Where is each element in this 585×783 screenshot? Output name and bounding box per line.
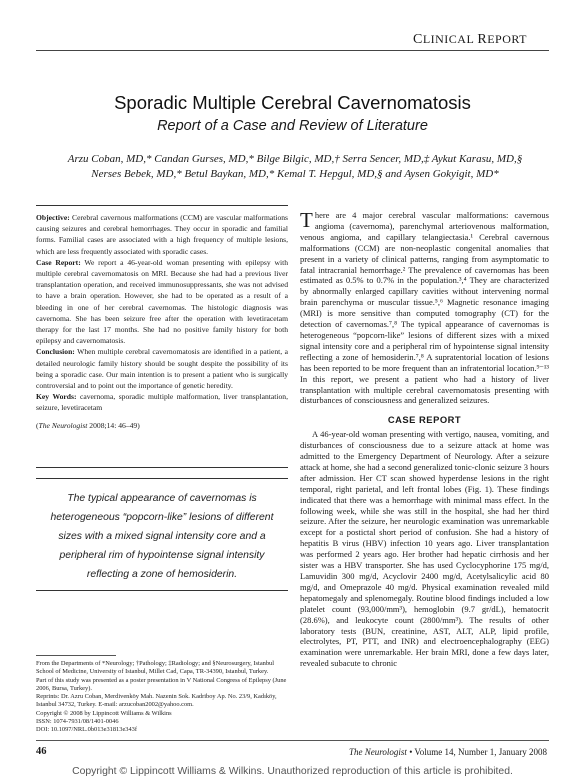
footnote-doi: DOI: 10.1097/NRL.0b013e31813e343f [36, 726, 137, 734]
abstract-conclusion [36, 346, 288, 391]
section-label: CLINICAL REPORT [412, 32, 527, 47]
case-report-heading: CASE REPORT [387, 414, 462, 426]
intro-text: here are 4 major cerebral vascular malformations: cavernous angioma (cavernoma), parenchymal arteriovenous malformation, venous angioma, and capillary telangiectasia.¹ Cerebral cavernous malformations (CCM) are non-neoplastic congenital anomalies that present in a variety of clinical patterns, ranging from asymptomatic to fatal intracranial hemorrhage.² The prevalence of cavernomas has been estimated as 0.5% to 0.7% in the population.³,⁴ They are characterized by abnormally enlarged capillary cavities without intervening normal brain parenchyma or muscular tissue.⁵,⁶ Magnetic resonance imaging (MRI) is more sensitive than computed tomography (CT) for the detection of cavernomas.⁷,⁸ The typical appearance of cavernomas is heterogeneous “popcorn-like” lesions of different sizes with a mixed signal intensity core and a peripheral rim of hypointense signal intensity reflecting a zone of hemosiderin.⁷,⁸ A supratentorial location of lesions has been reported to be more frequent than an infratentorial location.⁹⁻¹³ In this report, we present a patient who had a history of liver transplantation with multiple cerebral cavernomatosis presenting with disturbances of consciousness and generalized seizures. [300, 210, 549, 406]
authors-line-1: Arzu Coban, MD,* Candan Gurses, MD,* Bilge Bilgic, MD,† Serra Sencer, MD,‡ Aykut Karasu, MD,§ [67, 153, 523, 165]
citation: (The Neurologist 2008;14: 46–49) [36, 420, 140, 430]
header-rule [36, 50, 549, 51]
conclusion-label: Conclusion: [36, 347, 75, 357]
footnote-issn: ISSN: 1074-7931/08/1401-0046 [36, 718, 119, 726]
objective-label: Objective: [36, 213, 70, 222]
page-number: 46 [36, 746, 47, 757]
article-subtitle: Report of a Case and Review of Literature [157, 118, 428, 134]
conclusion-text: When multiple cerebral cavernomatosis are identified in a patient, a detailed neurologic family history should be sought despite the possibility of its being a sporadic case. Our main intention is to present a patient who is surgically controversial and to point out the importance of genetic heredity. [36, 347, 288, 391]
copyright-notice: Copyright © Lippincott Williams & Wilkins. Unauthorized reproduction of this article is prohibited. [72, 766, 513, 777]
authors-line-2: Nerses Bebek, MD,* Betul Baykan, MD,* Kemal T. Hepgul, MD,§ and Aysen Gokyigit, MD* [91, 168, 499, 180]
objective-text: Cerebral cavernous malformations (CCM) are vascular malformations causing seizures and cerebral hemorrhages. They occur in sporadic and familial forms. Familial cases are associated with a high frequency of multiple lesions, which are less frequently associated with sporadic cases. [36, 213, 288, 256]
abstract-keywords [36, 391, 288, 413]
footnote-copyright: Copyright © 2008 by Lippincott Williams & Wilkins [36, 709, 172, 717]
footnote-reprints: Reprints: Dr. Azru Coban, Merdivenköy Mah. Nazenin Sok. Kadriboy Ap. No. 23/9, Kadıköy, Istanbul 34732, Turkey. E-mail: arzucoban2002@yahoo.com. [36, 693, 277, 709]
abstract-case [36, 257, 288, 347]
case-text: We report a 46-year-old woman presenting with epilepsy with multiple cerebral cavernomatosis on MRI. Because she had had a previous liver transplantation operation, and received immunosuppressants, she was not advised to have a brain operation. However, she had to be operated as a result of a bleeding in one of her cerebral cavernomas. The histologic diagnosis was cavernoma. She has been seizure free after the operation with levetiracetam therapy for the last 17 months. She had no positive family history for both epilepsy and cavernomatosis. [36, 257, 288, 346]
abstract-box [36, 205, 288, 468]
footnote-affiliations: From the Departments of *Neurology; †Pathology; ‡Radiology; and §Neurosurgery, Istanbul School of Medicine, University of Istanbul, Millet Cad, Capa, TR-34390, Istanbul, Turkey. [36, 660, 275, 676]
journal-name: The Neurologist [349, 747, 407, 757]
abstract-objective [36, 212, 288, 257]
author-list [60, 152, 530, 182]
drop-cap: T [300, 208, 313, 232]
footer-rule [36, 740, 549, 741]
citation-details: 2008;14: 46–49) [87, 420, 140, 430]
body-column-right [300, 210, 549, 669]
footnote-rule [36, 655, 116, 656]
journal-issue: • Volume 14, Number 1, January 2008 [406, 747, 547, 757]
case-label: Case Report: [36, 257, 81, 267]
journal-info [349, 747, 547, 757]
intro-paragraph [300, 210, 549, 406]
case-paragraph: A 46-year-old woman presenting with vertigo, nausea, vomiting, and disturbances of consciousness due to a seizure attack at home was admitted to the Emergency Department of Neurology. After a seizure attack at home, she had a second generalized tonic-clonic seizure 3 hours after admission. Her CT scan showed hyperdense lesions in the right temporal, right parietal, and left frontal lobes (Fig. 1). These findings indicated that there was a hemorrhage with minimal mass effect. In the following week, while she was still in the hospital, she had her third seizure. After the seizure, her neurologic examination was unremarkable except for a postictal short period of confusion. She had a history of hepatitis B virus (HBV) infection 10 years ago. Liver transplantation was performed 2 years ago. Her brother had hepatic cirrhosis and her sister was a HBV transporter. She has used Cyclocyphorine 175 mg/d, Lamuvidin 300 mg/d, Acyclovir 2400 mg/d, Acetylsalicylic acid 80 mg/d, and Omeprazole 40 mg/d. Physical examination revealed mild hepatomegaly and splenomegaly. Routine blood findings included a low platelet count (93,000/mm³), hemoglobin (9.7 gr/dL), hematocrit (28.6%), and leukocyte count (2800/mm³). The results of other laboratory tests (BUN, creatinine, AST, ALT, ALP, lipid profile, electrolytes, PT, PTT, and INR) and electroencephalography (EEG) examination were unremarkable. Her brain MRI, done a few days later, revealed subacute to chronic [300, 429, 549, 669]
article-title: Sporadic Multiple Cerebral Cavernomatosis [114, 92, 471, 113]
footnotes [36, 660, 288, 735]
citation-journal: The Neurologist [38, 420, 88, 430]
footnote-presentation: Part of this study was presented as a poster presentation in V National Congress of Epilepsy (June 2006, Bursa, Turkey). [36, 676, 287, 692]
keywords-label: Key Words: [36, 392, 77, 402]
pull-quote: The typical appearance of cavernomas is heterogeneous “popcorn-like” lesions of different sizes with a mixed signal intensity core and a peripheral rim of hypointense signal intensity reflecting a zone of hemosiderin. [36, 478, 288, 591]
keywords-text: cavernoma, sporadic multiple malformation, liver transplantation, seizure, levetiracetam [36, 392, 288, 413]
